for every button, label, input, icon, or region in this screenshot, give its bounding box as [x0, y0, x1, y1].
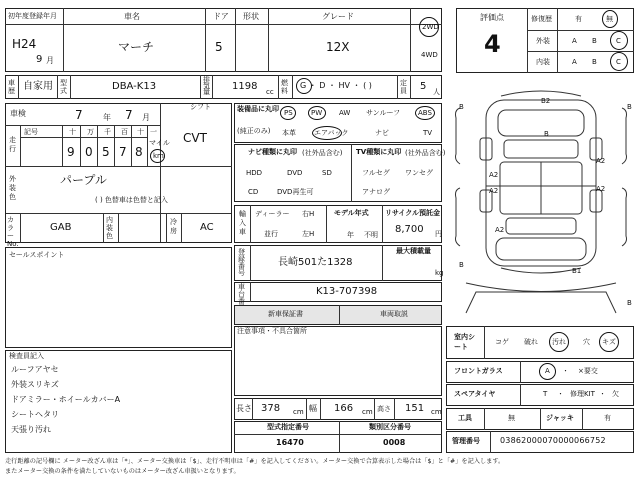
damage-mark: B2 [541, 97, 551, 105]
score-label: 評価点 [480, 13, 504, 22]
max-load-unit: kg [435, 269, 444, 277]
spare-label: スペアタイヤ [454, 390, 496, 398]
height-value: 151 [405, 403, 425, 414]
damage-mark: A2 [489, 187, 499, 195]
equip-pw: PW [311, 109, 323, 117]
exterior-label: 外装色 [9, 175, 16, 201]
import-label: 輸入車 [239, 210, 246, 236]
interior-grade-label: 内装 [536, 58, 550, 66]
damage-mark: A2 [489, 171, 499, 179]
inspection-month-unit: 月 [142, 113, 150, 122]
length-value: 378 [261, 403, 281, 414]
capacity-label: 定員 [400, 79, 407, 95]
import-right-hand: 右H [302, 210, 315, 218]
fuel-label: 燃料 [281, 79, 288, 95]
caution-label: 注意事項・不具合箇所 [237, 327, 307, 335]
score-value: 4 [484, 30, 501, 58]
recycle-unit: 円 [435, 230, 442, 238]
repair-yes: 有 [575, 15, 582, 23]
digit-header-10: 十 [137, 128, 144, 136]
class-number-label: 類別区分番号 [369, 423, 411, 431]
length-unit: cm [293, 408, 304, 416]
interior-grade-a: A [572, 58, 577, 66]
ac-value: AC [200, 222, 214, 233]
digit-header-1: 一 [150, 128, 157, 136]
height-unit: cm [431, 408, 442, 416]
mileage-unit-km: km [153, 152, 164, 160]
car-outline-icon [446, 78, 636, 323]
footer-line-1: 走行距離の記号欄に メーター改ざん車は「*」、メーター交換車は「$」、走行不明車は「#」を記入してください。メーター交換で合算表示した場合は「$」と「#」を記入します。 [5, 458, 505, 465]
width-label: 幅 [309, 404, 317, 413]
import-parallel: 並行 [264, 230, 278, 238]
inspection-month: 7 [125, 108, 133, 122]
exterior-value: パープル [60, 173, 107, 187]
spare-sep: ・ [599, 390, 606, 398]
digit-header-100: 百 [121, 128, 128, 136]
equip-airbag: エアバック [314, 129, 349, 137]
chassis-value: K13-707398 [316, 286, 378, 297]
door-value: 5 [215, 40, 223, 54]
nav-sd: SD [322, 169, 332, 177]
shape-label: 形状 [243, 12, 259, 21]
interior-grade-b: B [592, 58, 597, 66]
drive-2wd: 2WD [422, 23, 439, 31]
equip-sunroof: サンルーフ [366, 109, 401, 117]
spare-missing: 欠 [612, 390, 619, 398]
windshield-sep: ・ [562, 367, 569, 375]
car-diagram [446, 78, 636, 323]
model-label: 型式 [60, 79, 67, 95]
mileage-digit: 0 [85, 145, 93, 159]
equip-aw: AW [339, 109, 351, 117]
damage-mark: A2 [596, 157, 606, 165]
side-mark: B [459, 261, 464, 269]
first-reg-month: 9 [36, 54, 43, 65]
seat-burn: コゲ [495, 338, 509, 346]
new-warranty: 新車保証書 [268, 310, 303, 318]
inspection-label: 車検 [10, 109, 26, 118]
import-dealer: ディーラー [255, 210, 290, 218]
capacity-unit: 人 [433, 88, 440, 96]
tv-fullseg: フルセグ [362, 169, 390, 177]
seat-hole: 穴 [583, 338, 590, 346]
side-mark: B [627, 103, 632, 111]
model-designation-value: 16470 [276, 438, 304, 447]
equip-navi: ナビ [375, 129, 389, 137]
inspector-note: ルーフアヤセ [11, 365, 59, 374]
equip-abs: ABS [418, 109, 432, 117]
exterior-grade-c: C [616, 37, 621, 45]
management-label: 管理番号 [452, 437, 480, 445]
side-mark: B [459, 103, 464, 111]
first-reg-label: 初年度登録年月 [8, 12, 57, 20]
exterior-grade-a: A [572, 37, 577, 45]
displacement-label: 排気量 [203, 76, 210, 96]
seat-dirt: 汚れ [552, 338, 566, 346]
seat-scratch: キズ [602, 338, 616, 346]
mileage-digit: 8 [135, 145, 143, 159]
digit-header-10k: 万 [87, 128, 94, 136]
registration-label: 登録番号 [238, 248, 245, 277]
equip-ps: PS [284, 109, 293, 117]
damage-mark: A2 [596, 185, 606, 193]
tv-analog: アナログ [362, 188, 390, 196]
width-unit: cm [362, 408, 373, 416]
drive-4wd: 4WD [421, 51, 438, 59]
equipment-title: 装備品に丸印 [237, 105, 279, 113]
model-value: DBA-K13 [112, 81, 157, 92]
damage-mark: B1 [572, 267, 582, 275]
inspector-label: 検査員記入 [9, 352, 44, 360]
height-label: 高さ [377, 405, 391, 413]
exterior-note: ( ) 色替車は色替と記入 [95, 196, 168, 204]
shift-value: CVT [183, 131, 207, 145]
nav-hdd: HDD [246, 169, 263, 177]
model-year-unit: 年 [347, 231, 354, 239]
tv-title: TV種類に丸印 [356, 148, 402, 156]
ac-label: 冷房 [170, 218, 177, 235]
digit-header-100k: 十 [69, 128, 76, 136]
fuel-options: G ・ D ・ HV ・ ( ) [300, 81, 372, 90]
tools-value: 無 [508, 414, 515, 422]
tv-title-note: (社外品含む) [405, 149, 446, 157]
usage-label: 車歴 [8, 79, 15, 95]
capacity-value: 5 [420, 81, 427, 92]
model-year-label: モデル年式 [334, 209, 369, 217]
tv-oneseg: ワンセグ [405, 169, 433, 177]
door-label: ドア [213, 12, 229, 21]
warranty-row [234, 305, 442, 325]
import-left-hand: 左H [302, 230, 315, 238]
spare-t: T [543, 390, 548, 398]
mileage-digit: 7 [119, 145, 127, 159]
first-reg-month-unit: 月 [46, 56, 54, 65]
equip-tv: TV [423, 129, 433, 137]
sales-point-box [5, 247, 232, 348]
spare-sep: ・ [557, 390, 564, 398]
nav-cd: CD [248, 188, 259, 196]
windshield-a: A [545, 367, 550, 375]
width-value: 166 [334, 403, 354, 414]
car-name-label: 車名 [124, 12, 140, 21]
inspector-note: ドアミラー・ホイールカバーA [11, 395, 121, 404]
footer-line-2: またメーター交換の条件を満たしていないものはメーター改ざん車扱いとなります。 [5, 468, 240, 475]
seat-tear: 破れ [524, 338, 538, 346]
model-year-unknown: 不明 [364, 231, 378, 239]
recycle-label: リサイクル預託金 [385, 209, 441, 217]
inspector-note: 外装スリキズ [11, 380, 59, 389]
spare-repair-kit: 修理KIT [570, 390, 595, 398]
chassis-label: 車台番 [238, 283, 245, 305]
equipment-subtitle: (純正のみ) [237, 127, 271, 135]
mileage-digit: 5 [102, 145, 110, 159]
interior-color-label: 内装色 [106, 216, 113, 240]
nav-dvd-play: DVD再生可 [277, 188, 314, 196]
damage-mark: B [544, 130, 549, 138]
equip-leather: 本革 [282, 129, 296, 137]
inspector-note: 天張り汚れ [11, 425, 51, 434]
repair-no: 無 [606, 15, 613, 23]
color-no-label: カラーNo. [7, 216, 19, 248]
car-name-value: マーチ [118, 40, 155, 54]
length-label: 長さ [236, 404, 252, 413]
seat-label: 室内シート [454, 333, 475, 351]
digit-header-code: 記号 [24, 128, 38, 136]
mileage-label: 走行 [9, 136, 16, 153]
jack-label: ジャッキ [546, 414, 574, 422]
max-load-label: 最大積載量 [396, 247, 431, 255]
nav-dvd: DVD [287, 169, 303, 177]
model-designation-label: 型式指定番号 [267, 423, 309, 431]
usage-value: 自家用 [23, 81, 53, 92]
mileage-digit: 9 [67, 145, 75, 159]
digit-header-1k: 千 [104, 128, 111, 136]
grade-value: 12X [326, 40, 350, 54]
windshield-replace: ×要交 [578, 367, 598, 375]
sales-point-label: セールスポイント [9, 251, 65, 259]
management-value: 03862000070000066752 [500, 436, 606, 445]
exterior-grade-label: 外装 [536, 37, 550, 45]
side-mark: B [627, 299, 632, 307]
interior-grade-c: C [616, 58, 621, 66]
displacement-value: 1198 [232, 81, 258, 92]
mileage-unit-mile: マイル [149, 139, 170, 147]
damage-mark: A2 [495, 226, 505, 234]
caution-box [234, 326, 442, 396]
windshield-label: フロントガラス [454, 367, 503, 375]
nav-title-note: (社外品含む) [302, 149, 343, 157]
inspection-year: 7 [75, 108, 83, 122]
color-no-value: GAB [50, 222, 72, 233]
jack-value: 有 [604, 414, 611, 422]
exterior-grade-b: B [592, 37, 597, 45]
grade-label: グレード [322, 12, 354, 21]
tools-label: 工具 [458, 414, 472, 422]
displacement-unit: cc [266, 88, 274, 96]
shift-label: シフト [190, 103, 211, 111]
repair-history-label: 修復歴 [531, 15, 552, 23]
class-number-value: 0008 [383, 438, 406, 447]
recycle-value: 8,700 [395, 224, 424, 235]
inspection-year-unit: 年 [103, 113, 111, 122]
first-reg-year: H24 [12, 37, 37, 51]
nav-title: ナビ種類に丸印 [248, 148, 297, 156]
registration-value: 長崎501た1328 [278, 257, 353, 268]
inspector-note: シートヘタリ [11, 410, 59, 419]
vehicle-manual: 車両取説 [380, 310, 408, 318]
